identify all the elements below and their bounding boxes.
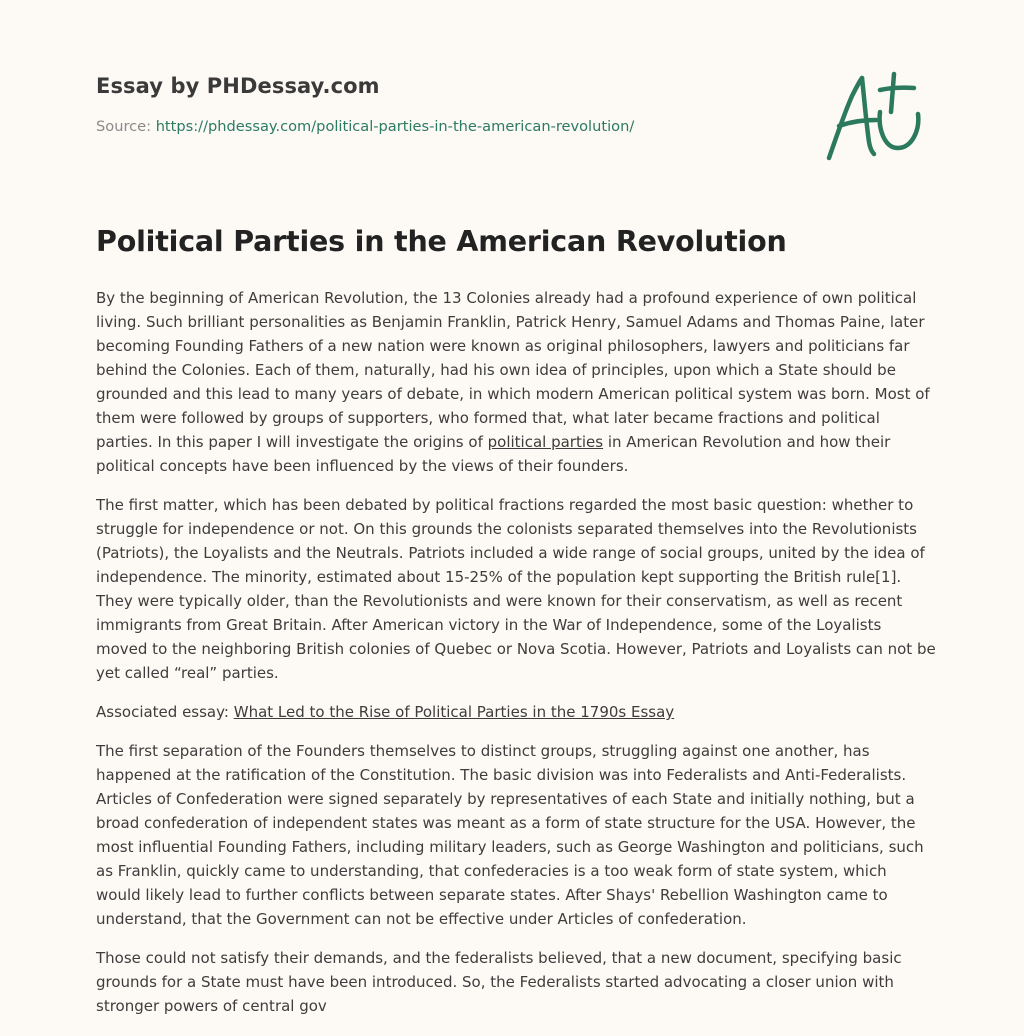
page-header [96,74,796,135]
paragraph-3: The first separation of the Founders themselves to distinct groups, struggling against one another, has happened at the ratification of the Constitution. The basic division was into Federalists and Anti-Federalists. Articles of Confederation were signed separately by representatives of each State and initially nothing, but a broad confederation of independent states was meant as a form of state structure for the USA. However, the most influential Founding Fathers, including military leaders, such as George Washington and politicians, such as Franklin, quickly came to understanding, that confederacies is a too weak form of state system, which would likely lead to further conflicts between separate states. After Shays' Rebellion Washington came to understand, that the Government can not be effective under Articles of confederation. [96,742,924,928]
paragraph-1-text-after: in American Revolution and how their political concepts have been influenced by the views of their founders. [96,433,891,475]
essay-content [96,286,936,1033]
paragraph-1-text-before: By the beginning of American Revolution, the 13 Colonies already had a profound experience of own political living. Such brilliant personalities as Benjamin Franklin, Patrick Henry, Samuel Adams and Thomas Paine, later becoming Founding Fathers of a new nation were known as original philosophers, lawyers and politicians far behind the Colonies. Each of them, naturally, had his own idea of principles, upon which a State should be grounded and this lead to many years of debate, in which modern American political system was born. Most of them were followed by groups of supporters, who formed that, what later became fractions and political parties. In this paper I will investigate the origins of [96,289,930,451]
associated-essay-label: Associated essay: [96,703,234,721]
political-parties-link[interactable]: political parties [487,433,604,451]
paragraph-2: The first matter, which has been debated by political fractions regarded the most basic question: whether to struggle for independence or not. On this grounds the colonists separated themselves into the Revolutionists (Patriots), the Loyalists and the Neutrals. Patriots included a wide range of social groups, united by the idea of independence. The minority, estimated about 15-25% of the population kept supporting the British rule[1]. They were typically older, than the Revolutionists and were known for their conservatism, as well as recent immigrants from Great Britain. After American victory in the War of Independence, some of the Loyalists moved to the neighboring British colonies of Quebec or Nova Scotia. However, Patriots and Loyalists can not be yet called “real” parties. [96,496,936,682]
source-line [96,118,796,135]
source-link[interactable]: https://phdessay.com/political-parties-in-the-american-revolution/ [155,118,635,135]
associated-essay-link[interactable]: What Led to the Rise of Political Parties in the 1790s Essay [233,703,675,721]
paragraph-1 [96,286,936,478]
source-label: Source: [96,118,152,135]
document-title: Political Parties in the American Revolution [96,225,787,258]
associated-essay [96,700,936,724]
a-plus-grade-icon [822,66,932,166]
paragraph-4: Those could not satisfy their demands, and the federalists believed, that a new document, specifying basic grounds for a State must have been introduced. So, the Federalists started advocating a closer union with stronger powers of central gov [96,949,902,1015]
site-title: Essay by PHDessay.com [96,74,380,98]
